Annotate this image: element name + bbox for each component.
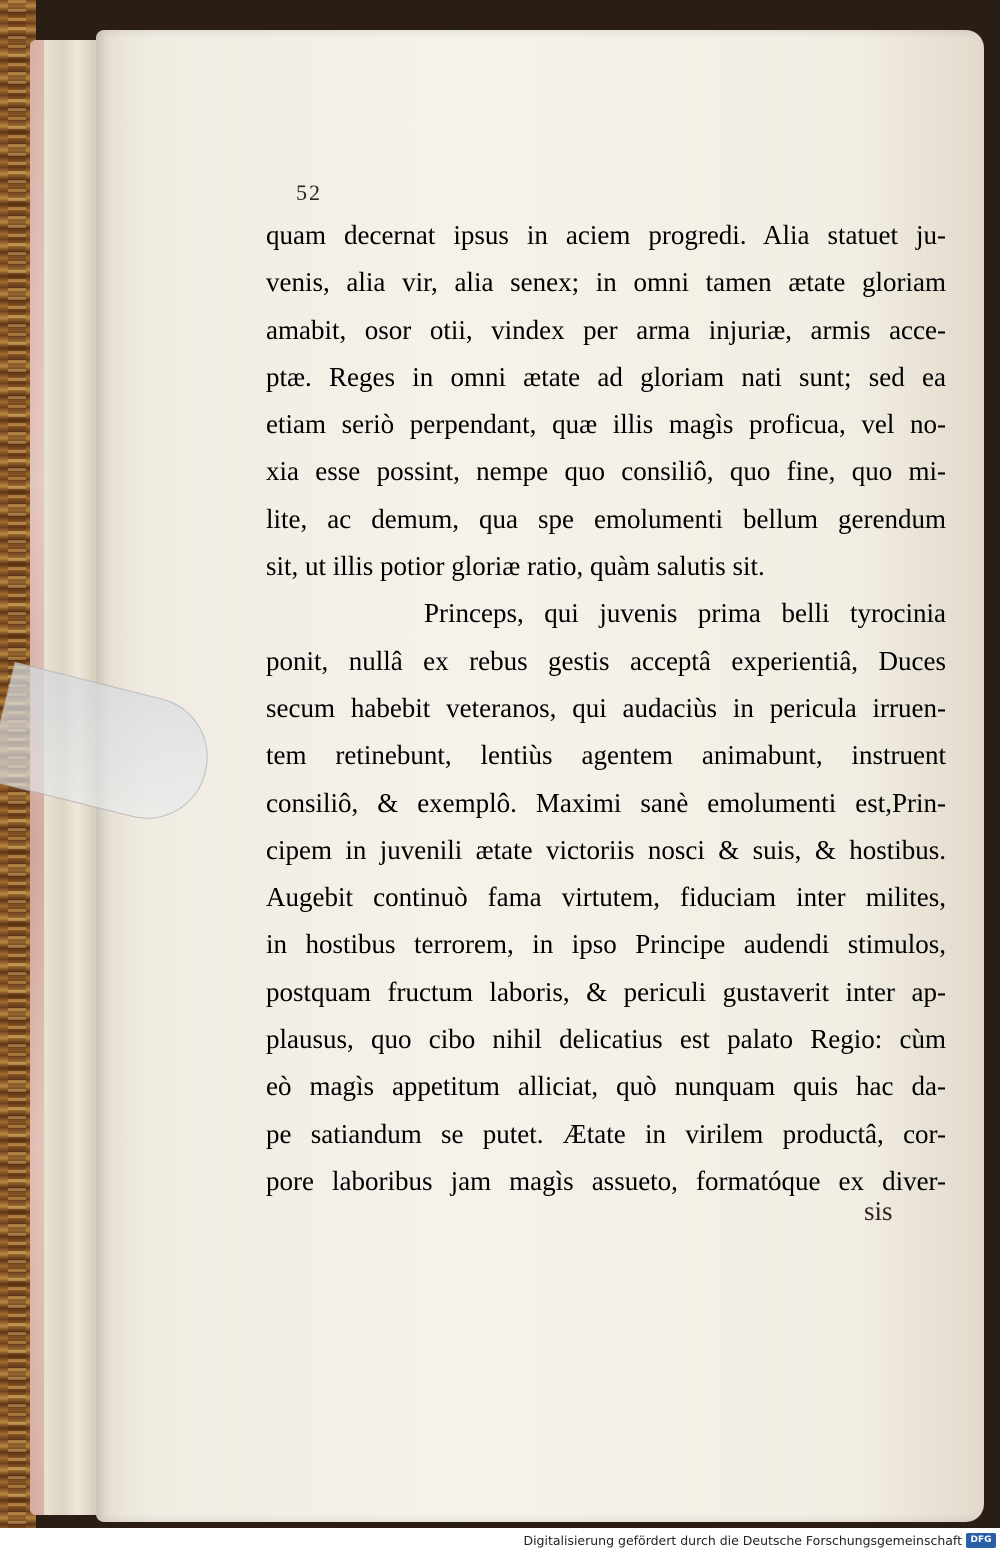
text-line: lite, ac demum, qua spe emolumenti bellum gerendum — [266, 503, 946, 534]
text-line: Augebit continuò fama virtutem, fiduciam inter milites, — [266, 882, 946, 913]
funding-credit: Digitalisierung gefördert durch die Deutsche Forschungsgemeinschaft — [523, 1533, 962, 1548]
text-line: cipem in juvenili ætate victoriis nosci & suis, & hostibus. — [266, 834, 946, 865]
text-line: Princeps, qui juvenis prima belli tyrocinia — [424, 598, 946, 629]
footer-bar — [0, 1528, 1000, 1554]
dfg-logo-icon: DFG — [966, 1533, 996, 1548]
catchword: sis — [864, 1196, 893, 1226]
text-line: ponit, nullâ ex rebus gestis acceptâ experientiâ, Duces — [266, 645, 946, 676]
text-line: secum habebit veteranos, qui audaciùs in pericula irruen- — [266, 692, 946, 723]
text-line: xia esse possint, nempe quo consiliô, quo fine, quo mi- — [266, 456, 946, 487]
text-line: postquam fructum laboris, & periculi gustaverit inter ap- — [266, 976, 946, 1007]
text-body — [266, 212, 946, 1205]
text-line: in hostibus terrorem, in ipso Principe audendi stimulos, — [266, 929, 946, 960]
text-line: ptæ. Reges in omni ætate ad gloriam nati sunt; sed ea — [266, 361, 946, 392]
text-line: pore laboribus jam magìs assueto, formatóque ex diver- — [266, 1165, 946, 1196]
text-line: tem retinebunt, lentiùs agentem animabunt, instruent — [266, 740, 946, 771]
text-line: pe satiandum se putet. Ætate in virilem productâ, cor- — [266, 1118, 946, 1149]
text-line: venis, alia vir, alia senex; in omni tamen ætate gloriam — [266, 267, 946, 298]
text-line: sit, ut illis potior gloriæ ratio, quàm salutis sit. — [266, 551, 765, 582]
text-line: plausus, quo cibo nihil delicatius est palato Regio: cùm — [266, 1024, 946, 1055]
text-line: etiam seriò perpendant, quæ illis magìs proficua, vel no- — [266, 409, 946, 440]
page-number: 52 — [296, 180, 322, 205]
text-line: eò magìs appetitum alliciat, quò nunquam quis hac da- — [266, 1071, 946, 1102]
text-line: amabit, osor otii, vindex per arma injuriæ, armis acce- — [266, 314, 946, 345]
text-line: consiliô, & exemplô. Maximi sanè emolumenti est,Prin- — [266, 787, 946, 818]
text-line: quam decernat ipsus in aciem progredi. Alia statuet ju- — [266, 220, 946, 250]
